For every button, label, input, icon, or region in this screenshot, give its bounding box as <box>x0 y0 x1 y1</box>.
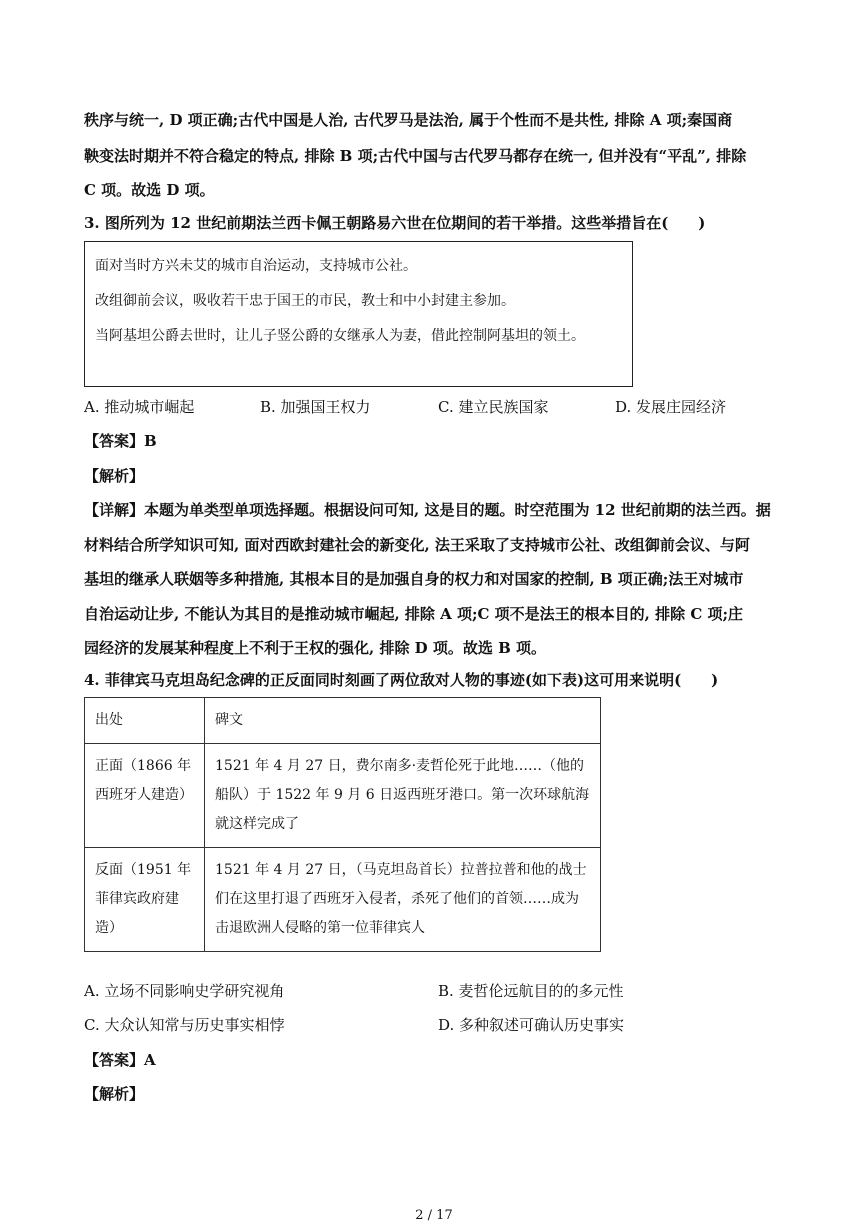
q3-option-b: B. 加强国王权力 <box>260 398 371 416</box>
q4-analysis-label: 【解析】 <box>84 1085 145 1103</box>
q3-material-line-2: 改组御前会议，吸收若干忠于国王的市民，教士和中小封建主参加。 <box>95 293 515 309</box>
q4-stem: 4. 菲律宾马克坦岛纪念碑的正反面同时刻画了两位敌对人物的事迹(如下表)这可用来说明( ) <box>84 671 719 689</box>
q3-detail-line-1: 【详解】本题为单类型单项选择题。根据设问可知, 这是目的题。时空范围为 12 世纪前期的法兰西。据 <box>84 501 771 519</box>
q4-option-a: A. 立场不同影响史学研究视角 <box>84 982 285 1000</box>
q3-detail-line-3: 基坦的继承人联姻等多种措施, 其根本目的是加强自身的权力和对国家的控制, B 项正确;法王对城市 <box>84 570 744 588</box>
prev-analysis-line-2: 鞅变法时期并不符合稳定的特点, 排除 B 项;古代中国与古代罗马都存在统一, 但并没有“平乱”, 排除 <box>84 147 747 165</box>
header-source: 出处 <box>85 698 205 744</box>
q3-stem: 3. 图所列为 12 世纪前期法兰西卡佩王朝路易六世在位期间的若干举措。这些举措旨在( ) <box>84 214 706 232</box>
q3-detail-line-4: 自治运动让步, 不能认为其目的是推动城市崛起, 排除 A 项;C 项不是法王的根本目的, 排除 C 项;庄 <box>84 605 744 623</box>
page-number: 2 / 17 <box>415 1208 453 1223</box>
table-row <box>85 744 601 848</box>
q3-detail-line-5: 园经济的发展某种程度上不利于王权的强化, 排除 D 项。故选 B 项。 <box>84 639 547 657</box>
prev-analysis-line-1: 秩序与统一, D 项正确;古代中国是人治, 古代罗马是法治, 属于个性而不是共性, 排除 A 项;秦国商 <box>84 111 733 129</box>
q4-option-c: C. 大众认知常与历史事实相悖 <box>84 1016 285 1034</box>
row-front-text: 1521 年 4 月 27 日，费尔南多·麦哲伦死于此地……（他的船队）于 1522 年 9 月 6 日返西班牙港口。第一次环球航海就这样完成了 <box>205 744 601 848</box>
q3-analysis-label: 【解析】 <box>84 467 145 485</box>
q4-option-d: D. 多种叙述可确认历史事实 <box>438 1016 625 1034</box>
q3-answer: 【答案】B <box>84 432 157 450</box>
row-back-text: 1521 年 4 月 27 日，（马克坦岛首长）拉普拉普和他的战士们在这里打退了西班牙入侵者，杀死了他们的首领……成为击退欧洲人侵略的第一位菲律宾人 <box>205 848 601 952</box>
table-row <box>85 848 601 952</box>
q3-material-line-1: 面对当时方兴未艾的城市自治运动，支持城市公社。 <box>95 258 417 274</box>
row-back-source: 反面（1951 年菲律宾政府建造） <box>85 848 205 952</box>
q3-material-line-3: 当阿基坦公爵去世时，让儿子竖公爵的女继承人为妻，借此控制阿基坦的领土。 <box>95 328 585 344</box>
q3-option-a: A. 推动城市崛起 <box>84 398 195 416</box>
table-header-row <box>85 698 601 744</box>
q3-material-box <box>84 241 633 387</box>
q3-option-c: C. 建立民族国家 <box>438 398 549 416</box>
q3-option-d: D. 发展庄园经济 <box>615 398 727 416</box>
q4-option-b: B. 麦哲伦远航目的的多元性 <box>438 982 624 1000</box>
header-inscription: 碑文 <box>205 698 601 744</box>
q4-answer: 【答案】A <box>84 1051 156 1069</box>
q4-inscription-table <box>84 697 601 952</box>
row-front-source: 正面（1866 年西班牙人建造） <box>85 744 205 848</box>
q3-detail-line-2: 材料结合所学知识可知, 面对西欧封建社会的新变化, 法王采取了支持城市公社、改组御前会议、与阿 <box>84 536 750 554</box>
prev-analysis-line-3: C 项。故选 D 项。 <box>84 181 215 199</box>
